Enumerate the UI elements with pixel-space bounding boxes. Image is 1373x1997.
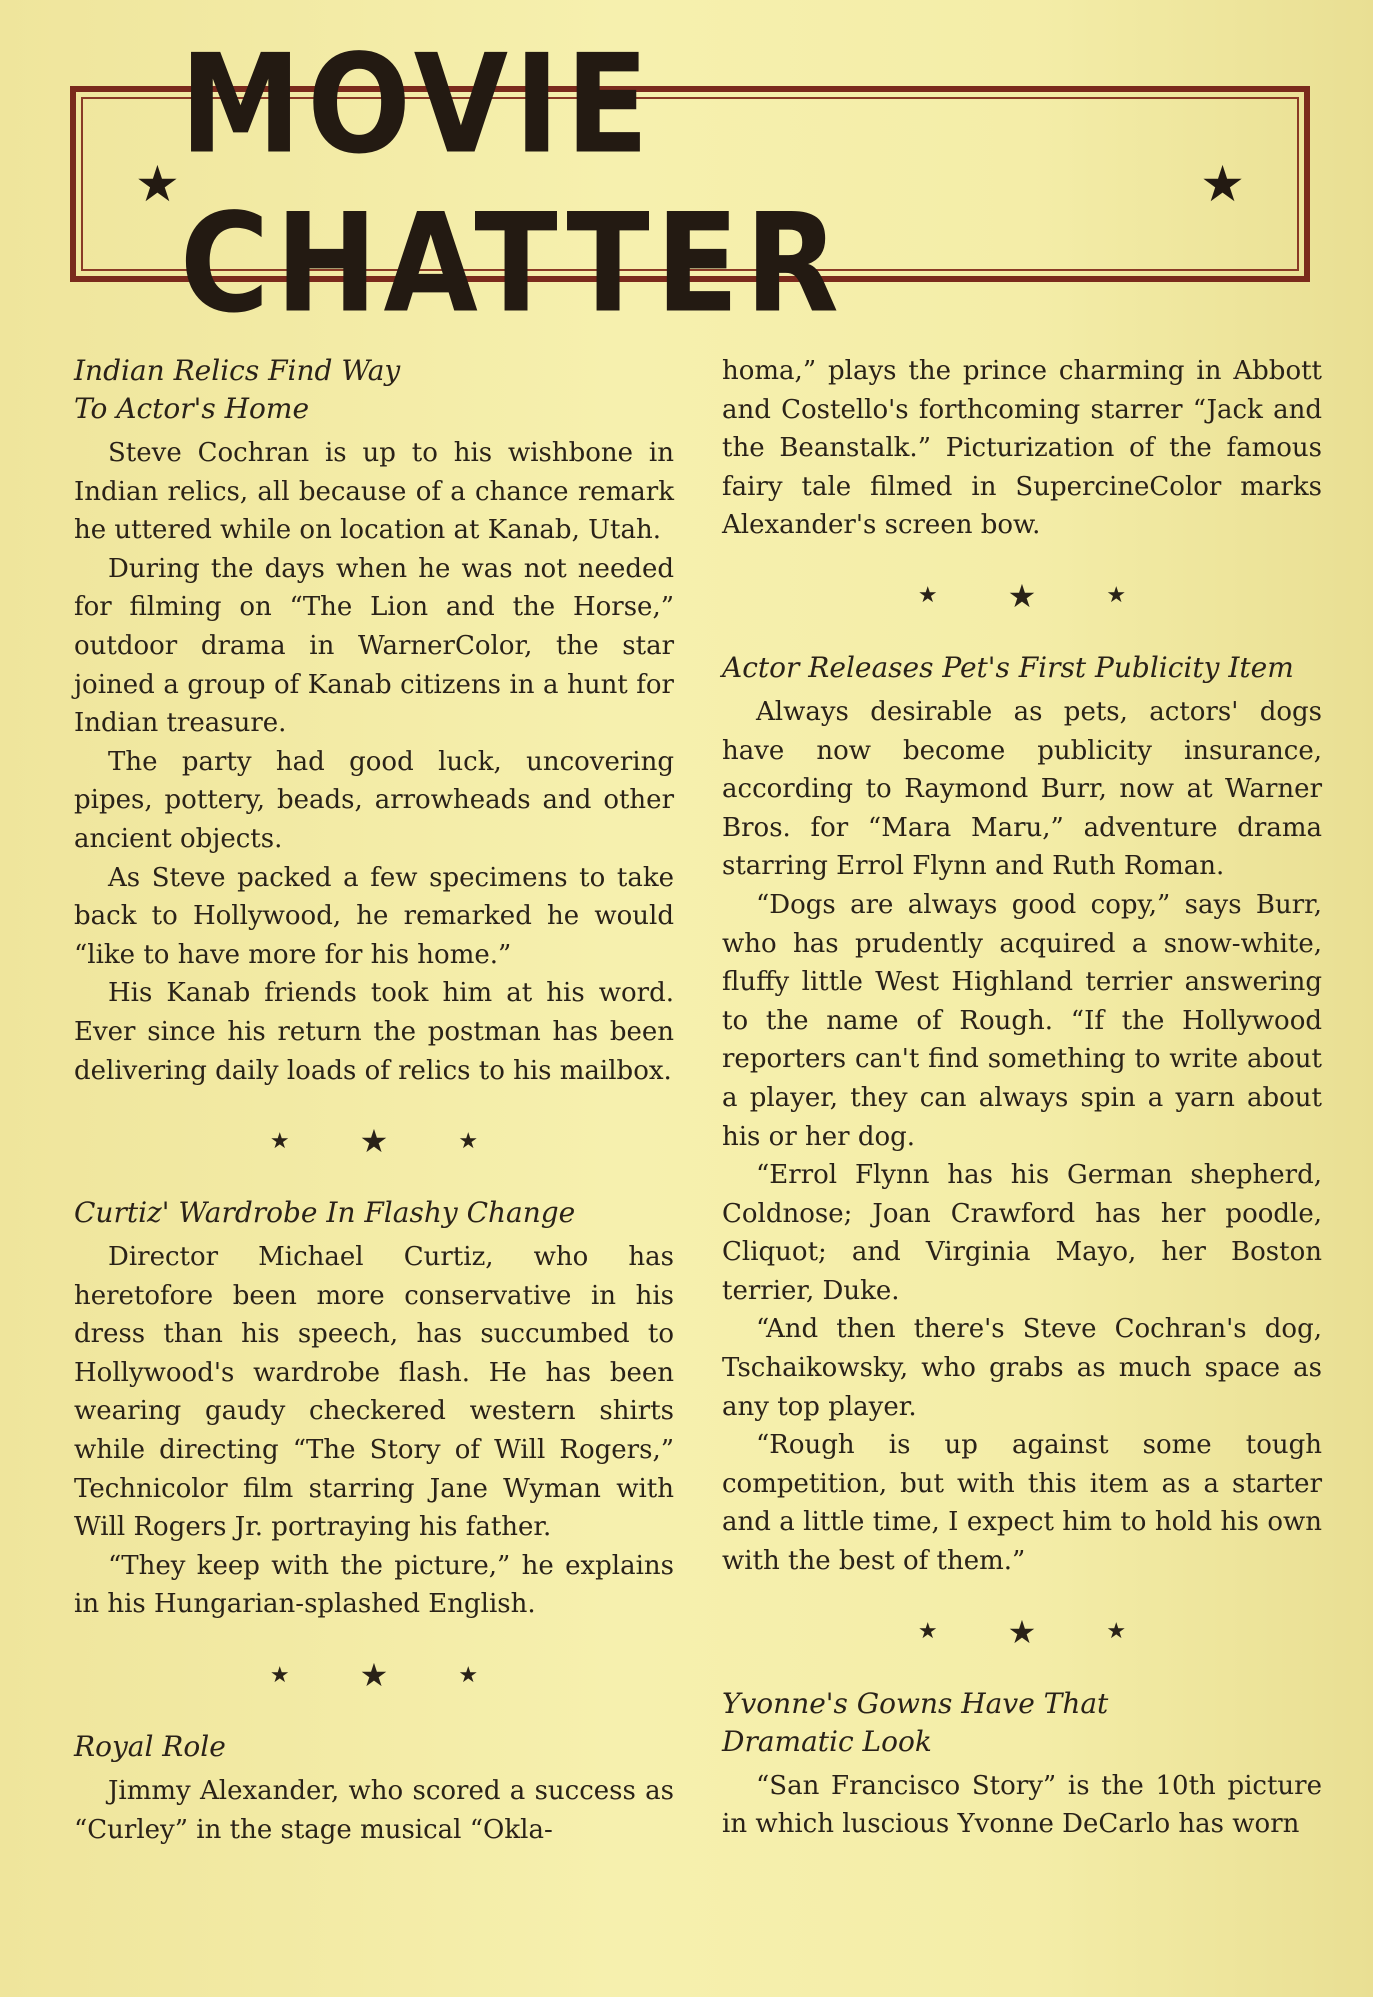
right-column xyxy=(722,352,1322,1844)
star-icon: ★ xyxy=(917,583,938,609)
star-icon: ★ xyxy=(458,1662,479,1688)
story-paragraph: Always desirable as pets, actors' dogs have now become publicity insurance, according to Raymond Burr, now at Warner Bros. for “Mara Maru,” adventure drama starring Errol Flynn and Ruth Roman. xyxy=(722,696,1322,882)
star-divider xyxy=(74,1110,674,1172)
story-paragraph-continued: homa,” plays the prince charming in Abbott and Costello's forthcoming starrer “Jack and the Beanstalk.” Picturization of the famous fairy tale filmed in SupercineColor marks Alexander's screen bow. xyxy=(722,356,1322,541)
star-icon: ★ xyxy=(359,1122,389,1161)
story-paragraph: Steve Cochran is up to his wishbone in Indian relics, all because of a chance remark he uttered while on location at Kanab, Utah. xyxy=(74,438,674,546)
story-headline: Yvonne's Gowns Have That Dramatic Look xyxy=(722,1686,1109,1758)
star-icon: ★ xyxy=(917,1619,938,1645)
masthead-frame xyxy=(70,24,1310,344)
star-icon: ★ xyxy=(1007,1612,1037,1651)
story-headline: Actor Releases Pet's First Publicity Item xyxy=(722,650,1294,684)
star-icon: ★ xyxy=(1106,1619,1127,1645)
star-icon: ★ xyxy=(1106,583,1127,609)
masthead-inner-frame xyxy=(81,24,1299,344)
star-icon: ★ xyxy=(1200,155,1245,213)
star-icon: ★ xyxy=(135,155,180,213)
story-paragraph: “Rough is up against some tough competition, but with this item as a starter and a little time, I expect him to hold his own with the best of them.” xyxy=(722,1430,1322,1577)
story-paragraph: His Kanab friends took him at his word. Ever since his return the postman has been delivering daily loads of relics to his mailbox. xyxy=(74,978,674,1086)
story-headline: Royal Role xyxy=(74,1730,226,1764)
star-icon: ★ xyxy=(359,1656,389,1695)
story-paragraph: As Steve packed a few specimens to take back to Hollywood, he remarked he would “like to have more for his home.” xyxy=(74,862,674,970)
story-paragraph: During the days when he was not needed for filming on “The Lion and the Horse,” outdoor drama in WarnerColor, the star joined a group of Kanab citizens in a hunt for Indian treasure. xyxy=(74,553,674,739)
star-icon: ★ xyxy=(269,1662,290,1688)
story-paragraph: “Dogs are always good copy,” says Burr, who has prudently acquired a snow-white, fluffy little West Highland terrier answering to the name of Rough. “If the Hollywood reporters can't find something to write about a player, they can always spin a yarn about his or her dog. xyxy=(722,889,1322,1152)
left-column xyxy=(74,352,674,1849)
story-paragraph: Director Michael Curtiz, who has heretofore been more conservative in his dress than his speech, has succumbed to Hollywood's wardrobe flash. He has been wearing gaudy checkered western shirts while directing “The Story of Will Rogers,” Technicolor film starring Jane Wyman with Will Rogers Jr. portraying his father. xyxy=(74,1242,674,1543)
star-icon: ★ xyxy=(1007,576,1037,615)
star-divider xyxy=(74,1644,674,1706)
story-paragraph: “They keep with the picture,” he explains in his Hungarian-splashed English. xyxy=(74,1550,674,1620)
star-divider xyxy=(722,565,1322,627)
star-divider xyxy=(722,1601,1322,1663)
page-title: MOVIE CHATTER xyxy=(179,24,845,344)
story-paragraph: Jimmy Alexander, who scored a success as “Curley” in the stage musical “Okla- xyxy=(74,1776,674,1845)
story-paragraph: The party had good luck, uncovering pipes, pottery, beads, arrowheads and other ancient objects. xyxy=(74,746,674,854)
story-paragraph: “And then there's Steve Cochran's dog, Tschaikowsky, who grabs as much space as any top player. xyxy=(722,1314,1322,1422)
star-icon: ★ xyxy=(269,1128,290,1154)
story-paragraph: “Errol Flynn has his German shepherd, Coldnose; Joan Crawford has her poodle, Cliquot; and Virginia Mayo, her Boston terrier, Duke. xyxy=(722,1160,1322,1306)
story-headline: Curtiz' Wardrobe In Flashy Change xyxy=(74,1196,576,1230)
story-headline: Indian Relics Find Way To Actor's Home xyxy=(74,354,401,425)
star-icon: ★ xyxy=(458,1128,479,1154)
story-paragraph: “San Francisco Story” is the 10th picture in which luscious Yvonne DeCarlo has worn xyxy=(722,1770,1322,1840)
